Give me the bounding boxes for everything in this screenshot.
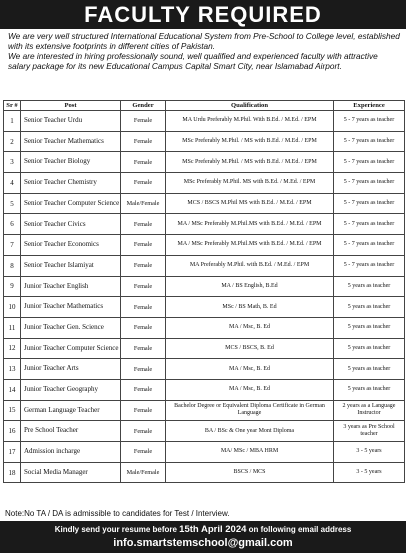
- cell-post: Senior Teacher Islamiyat: [21, 255, 121, 276]
- cell-experience: 5 - 7 years as teacher: [334, 193, 405, 214]
- cell-sr: 5: [4, 193, 21, 214]
- cell-post: Social Media Manager: [21, 462, 121, 483]
- cell-qualification: MA / Msc, B. Ed: [166, 379, 334, 400]
- cell-post: Junior Teacher Geography: [21, 379, 121, 400]
- table-row: [4, 317, 405, 338]
- cell-qualification: Bachelor Degree or Equivalent Diploma Certificate in German Language: [166, 400, 334, 421]
- table-row: [4, 235, 405, 256]
- cell-qualification: MSc Preferably M.Phil. / MS with B.Ed. / M.Ed. / EPM: [166, 152, 334, 173]
- cell-post: Junior Teacher English: [21, 276, 121, 297]
- header-sr: Sr #: [4, 101, 21, 111]
- intro-paragraph-2: We are interested in hiring professionally sound, well qualified and experienced faculty with attractive salary package for its new Educational Campus Capital Smart City, near Islamabad Airport.: [8, 51, 378, 71]
- cell-sr: 17: [4, 442, 21, 463]
- table-row: [4, 442, 405, 463]
- cell-experience: 5 years as teacher: [334, 359, 405, 380]
- cell-sr: 1: [4, 111, 21, 132]
- cell-post: Pre School Teacher: [21, 421, 121, 442]
- cell-gender: Female: [121, 317, 166, 338]
- cell-experience: 5 years as teacher: [334, 297, 405, 318]
- cell-post: Junior Teacher Mathematics: [21, 297, 121, 318]
- cell-qualification: MCS / BSCS M.Phil MS with B.Ed. / M.Ed. / EPM: [166, 193, 334, 214]
- cell-sr: 9: [4, 276, 21, 297]
- cell-experience: 5 - 7 years as teacher: [334, 152, 405, 173]
- cell-gender: Female: [121, 421, 166, 442]
- intro-text: [8, 31, 400, 71]
- cell-experience: 5 - 7 years as teacher: [334, 111, 405, 132]
- cell-sr: 3: [4, 152, 21, 173]
- cell-experience: 5 years as teacher: [334, 379, 405, 400]
- cell-qualification: BSCS / MCS: [166, 462, 334, 483]
- footer-instruction-pre: Kindly send your resume before: [54, 525, 180, 534]
- cell-post: Senior Teacher Economics: [21, 235, 121, 256]
- cell-gender: Female: [121, 111, 166, 132]
- cell-qualification: MA Preferably M.Phil. with B.Ed. / M.Ed. / EPM: [166, 255, 334, 276]
- cell-sr: 6: [4, 214, 21, 235]
- deadline-date: 15th April 2024: [179, 524, 247, 535]
- header-experience: Experience: [334, 101, 405, 111]
- cell-post: Junior Teacher Computer Science: [21, 338, 121, 359]
- cell-gender: Male/Female: [121, 462, 166, 483]
- footer-instruction-post: on following email address: [246, 525, 352, 534]
- header-post: Post: [21, 101, 121, 111]
- cell-experience: 2 years as a Language Instructor: [334, 400, 405, 421]
- cell-post: German Language Teacher: [21, 400, 121, 421]
- cell-qualification: MA Urdu Preferably M.Phil. With B.Ed. / M.Ed. / EPM: [166, 111, 334, 132]
- table-row: [4, 297, 405, 318]
- cell-sr: 2: [4, 131, 21, 152]
- jobs-table: [3, 100, 405, 483]
- cell-sr: 14: [4, 379, 21, 400]
- cell-sr: 18: [4, 462, 21, 483]
- header-qualification: Qualification: [166, 101, 334, 111]
- table-header-row: [4, 101, 405, 111]
- cell-experience: 5 - 7 years as teacher: [334, 235, 405, 256]
- intro-paragraph-1: We are very well structured International Educational System from Pre-School to College level, established with its extensive footprints in different cities of Pakistan.: [8, 31, 400, 51]
- table-row: [4, 214, 405, 235]
- cell-qualification: MA / BS English, B.Ed: [166, 276, 334, 297]
- cell-post: Senior Teacher Chemistry: [21, 173, 121, 194]
- footer-banner: [0, 521, 406, 553]
- cell-post: Senior Teacher Mathematics: [21, 131, 121, 152]
- cell-qualification: MCS / BSCS, B. Ed: [166, 338, 334, 359]
- cell-sr: 7: [4, 235, 21, 256]
- cell-qualification: MA / Msc, B. Ed: [166, 359, 334, 380]
- cell-post: Senior Teacher Computer Science: [21, 193, 121, 214]
- cell-qualification: MA / MSc Preferably M.Phil.MS with B.Ed. / M.Ed. / EPM: [166, 235, 334, 256]
- table-row: [4, 359, 405, 380]
- contact-email[interactable]: info.smartstemschool@gmail.com: [113, 537, 293, 549]
- cell-post: Senior Teacher Civics: [21, 214, 121, 235]
- table-row: [4, 111, 405, 132]
- table-row: [4, 173, 405, 194]
- cell-gender: Male/Female: [121, 193, 166, 214]
- cell-gender: Female: [121, 359, 166, 380]
- cell-post: Junior Teacher Gen. Science: [21, 317, 121, 338]
- cell-experience: 5 years as teacher: [334, 276, 405, 297]
- cell-experience: 5 - 7 years as teacher: [334, 131, 405, 152]
- cell-post: Junior Teacher Arts: [21, 359, 121, 380]
- cell-qualification: MA / Msc, B. Ed: [166, 317, 334, 338]
- page-title: FACULTY REQUIRED: [0, 0, 406, 29]
- cell-sr: 12: [4, 338, 21, 359]
- table-row: [4, 276, 405, 297]
- cell-gender: Female: [121, 400, 166, 421]
- cell-qualification: BA / BSc & One year Mont Diploma: [166, 421, 334, 442]
- note-text: Note:No TA / DA is admissible to candidates for Test / Interview.: [5, 509, 230, 518]
- cell-experience: 5 - 7 years as teacher: [334, 214, 405, 235]
- cell-gender: Female: [121, 235, 166, 256]
- cell-experience: 3 - 5 years: [334, 442, 405, 463]
- cell-qualification: MA/ MSc / MBA HRM: [166, 442, 334, 463]
- cell-gender: Female: [121, 173, 166, 194]
- cell-gender: Female: [121, 255, 166, 276]
- cell-qualification: MA / MSc Preferably M.Phil.MS with B.Ed. / M.Ed. / EPM: [166, 214, 334, 235]
- table-row: [4, 193, 405, 214]
- table-row: [4, 152, 405, 173]
- cell-qualification: MSc / BS Math, B. Ed: [166, 297, 334, 318]
- table-row: [4, 379, 405, 400]
- cell-experience: 5 - 7 years as teacher: [334, 255, 405, 276]
- cell-sr: 16: [4, 421, 21, 442]
- cell-gender: Female: [121, 442, 166, 463]
- cell-gender: Female: [121, 338, 166, 359]
- cell-qualification: MSc Preferably M.Phil. MS with B.Ed. / M.Ed. / EPM: [166, 173, 334, 194]
- table-row: [4, 338, 405, 359]
- cell-gender: Female: [121, 379, 166, 400]
- cell-experience: 5 years as teacher: [334, 338, 405, 359]
- cell-sr: 4: [4, 173, 21, 194]
- cell-experience: 3 - 5 years: [334, 462, 405, 483]
- cell-experience: 3 years as Pre School teacher: [334, 421, 405, 442]
- cell-gender: Female: [121, 276, 166, 297]
- table-row: [4, 400, 405, 421]
- cell-gender: Female: [121, 214, 166, 235]
- table-row: [4, 255, 405, 276]
- cell-sr: 10: [4, 297, 21, 318]
- cell-gender: Female: [121, 152, 166, 173]
- table-row: [4, 131, 405, 152]
- cell-gender: Female: [121, 297, 166, 318]
- cell-sr: 13: [4, 359, 21, 380]
- header-gender: Gender: [121, 101, 166, 111]
- cell-post: Senior Teacher Biology: [21, 152, 121, 173]
- cell-post: Senior Teacher Urdu: [21, 111, 121, 132]
- cell-experience: 5 years as teacher: [334, 317, 405, 338]
- cell-gender: Female: [121, 131, 166, 152]
- cell-experience: 5 - 7 years as teacher: [334, 173, 405, 194]
- cell-qualification: MSc Preferably M.Phil. / MS with B.Ed. / M.Ed. / EPM: [166, 131, 334, 152]
- cell-sr: 15: [4, 400, 21, 421]
- cell-sr: 8: [4, 255, 21, 276]
- table-row: [4, 421, 405, 442]
- table-body: [4, 111, 405, 483]
- cell-sr: 11: [4, 317, 21, 338]
- cell-post: Admission incharge: [21, 442, 121, 463]
- footer-instruction: [0, 521, 406, 537]
- table-row: [4, 462, 405, 483]
